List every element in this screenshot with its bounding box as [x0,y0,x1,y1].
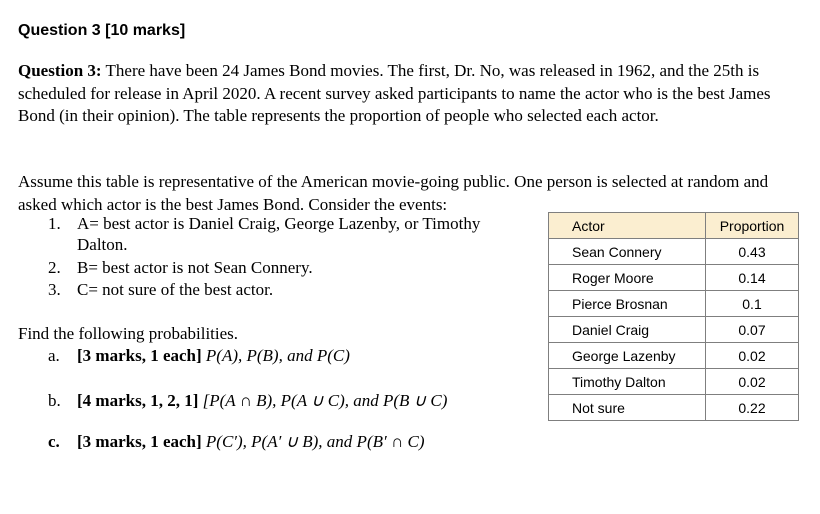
part-b [77,391,447,411]
actor-cell: George Lazenby [549,343,706,369]
part-b-marks: [4 marks, 1, 2, 1] [77,391,199,410]
table-row [549,265,799,291]
actor-cell: Roger Moore [549,265,706,291]
event-2-text: B= best actor is not Sean Connery. [77,258,313,277]
part-c-letter: c. [48,432,60,451]
table-row [549,239,799,265]
table-row [549,369,799,395]
proportion-cell: 0.14 [706,265,799,291]
header-proportion: Proportion [706,213,799,239]
part-a-expr: P(A), P(B), and P(C) [205,346,350,365]
table-row [549,395,799,421]
part-b-expr: [P(A ∩ B), P(A ∪ C), and P(B ∪ C) [202,391,448,410]
find-text: Find the following probabilities. [18,324,239,343]
part-a [77,346,350,366]
proportion-cell: 0.43 [706,239,799,265]
event-1-line1: A= best actor is Daniel Craig, George Lazenby, or Timothy [77,214,481,233]
part-b-letter: b. [48,391,61,410]
event-num-3: 3. [48,280,61,299]
intro-text: There have been 24 James Bond movies. The first, Dr. No, was released in 1962, and the 25th is scheduled for release in April 2020. A recent survey asked participants to name the actor who is the best James Bond (in their opinion). The table represents the proportion of people who selected each actor. [18,61,771,125]
assume-paragraph: Assume this table is representative of the American movie-going public. One person is selected at random and asked which actor is the best James Bond. Consider the events: [18,172,769,214]
actor-cell: Sean Connery [549,239,706,265]
header-actor: Actor [549,213,706,239]
intro-paragraph [18,60,808,128]
part-c [77,432,424,452]
intro-label: Question 3: [18,61,102,80]
table-row [549,291,799,317]
proportion-cell: 0.02 [706,369,799,395]
table-row [549,317,799,343]
event-3-text: C= not sure of the best actor. [77,280,274,299]
proportion-cell: 0.02 [706,343,799,369]
proportion-cell: 0.07 [706,317,799,343]
actor-cell: Daniel Craig [549,317,706,343]
actor-cell: Pierce Brosnan [549,291,706,317]
part-c-marks: [3 marks, 1 each] [77,432,202,451]
actor-cell: Timothy Dalton [549,369,706,395]
part-a-marks: [3 marks, 1 each] [77,346,202,365]
proportion-cell: 0.1 [706,291,799,317]
event-num-1: 1. [48,214,61,233]
part-c-expr: P(C′), P(A′ ∪ B), and P(B′ ∩ C) [205,432,425,451]
event-num-2: 2. [48,258,61,277]
event-1-line2: Dalton. [77,235,128,254]
proportion-cell: 0.22 [706,395,799,421]
actor-proportion-table [548,212,799,421]
part-a-letter: a. [48,346,60,365]
question-heading: Question 3 [10 marks] [18,22,186,39]
table-row [549,343,799,369]
actor-cell: Not sure [549,395,706,421]
table-header-row [549,213,799,239]
